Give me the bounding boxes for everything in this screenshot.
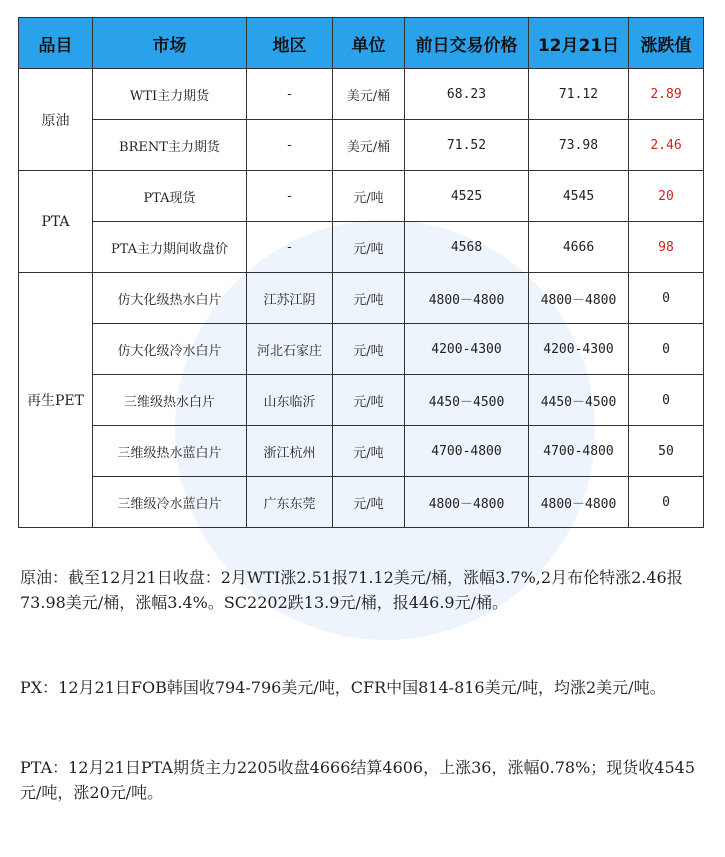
change-cell: 0 <box>629 375 704 426</box>
change-cell: 20 <box>629 171 704 222</box>
market-cell: 仿大化级热水白片 <box>93 273 247 324</box>
header-unit: 单位 <box>333 18 405 69</box>
market-cell: PTA主力期间收盘价 <box>93 222 247 273</box>
px-note: PX：12月21日FOB韩国收794-796美元/吨，CFR中国814-816美元/吨，均涨2美元/吨。 <box>20 678 666 697</box>
market-cell: BRENT主力期货 <box>93 120 247 171</box>
table-header-row <box>19 18 704 69</box>
prev-price-cell: 71.52 <box>405 120 529 171</box>
unit-cell: 美元/桶 <box>333 120 405 171</box>
table-row <box>19 171 704 222</box>
today-price-cell: 4800－4800 <box>529 273 629 324</box>
prev-price-cell: 68.23 <box>405 69 529 120</box>
region-cell: - <box>247 69 333 120</box>
category-cell: 再生PET <box>19 273 93 528</box>
today-price-cell: 4545 <box>529 171 629 222</box>
change-cell: 2.46 <box>629 120 704 171</box>
market-cell: PTA现货 <box>93 171 247 222</box>
table-row <box>19 273 704 324</box>
table-row <box>19 69 704 120</box>
today-price-cell: 71.12 <box>529 69 629 120</box>
prev-price-cell: 4450－4500 <box>405 375 529 426</box>
header-today-price: 12月21日 <box>529 18 629 69</box>
header-region: 地区 <box>247 18 333 69</box>
change-cell: 98 <box>629 222 704 273</box>
header-category: 品目 <box>19 18 93 69</box>
today-price-cell: 4450－4500 <box>529 375 629 426</box>
region-cell: 河北石家庄 <box>247 324 333 375</box>
table-row <box>19 120 704 171</box>
change-cell: 2.89 <box>629 69 704 120</box>
unit-cell: 元/吨 <box>333 426 405 477</box>
category-cell: PTA <box>19 171 93 273</box>
category-cell: 原油 <box>19 69 93 171</box>
header-change: 涨跌值 <box>629 18 704 69</box>
change-cell: 0 <box>629 273 704 324</box>
prev-price-cell: 4525 <box>405 171 529 222</box>
change-cell: 0 <box>629 477 704 528</box>
price-table <box>18 17 704 528</box>
today-price-cell: 4700-4800 <box>529 426 629 477</box>
prev-price-cell: 4200-4300 <box>405 324 529 375</box>
prev-price-cell: 4800－4800 <box>405 273 529 324</box>
region-cell: 浙江杭州 <box>247 426 333 477</box>
region-cell: - <box>247 222 333 273</box>
table-row <box>19 222 704 273</box>
market-cell: 仿大化级冷水白片 <box>93 324 247 375</box>
region-cell: 江苏江阴 <box>247 273 333 324</box>
region-cell: 山东临沂 <box>247 375 333 426</box>
change-cell: 50 <box>629 426 704 477</box>
unit-cell: 元/吨 <box>333 375 405 426</box>
table-row <box>19 375 704 426</box>
today-price-cell: 4666 <box>529 222 629 273</box>
region-cell: - <box>247 171 333 222</box>
unit-cell: 美元/桶 <box>333 69 405 120</box>
today-price-cell: 73.98 <box>529 120 629 171</box>
today-price-cell: 4200-4300 <box>529 324 629 375</box>
table-row <box>19 324 704 375</box>
region-cell: 广东东莞 <box>247 477 333 528</box>
today-price-cell: 4800－4800 <box>529 477 629 528</box>
market-cell: 三维级冷水蓝白片 <box>93 477 247 528</box>
market-cell: 三维级热水白片 <box>93 375 247 426</box>
prev-price-cell: 4700-4800 <box>405 426 529 477</box>
unit-cell: 元/吨 <box>333 273 405 324</box>
header-market: 市场 <box>93 18 247 69</box>
unit-cell: 元/吨 <box>333 477 405 528</box>
table-row <box>19 477 704 528</box>
unit-cell: 元/吨 <box>333 324 405 375</box>
pta-note: PTA：12月21日PTA期货主力2205收盘4666结算4606，上涨36，涨幅0.78%；现货收4545元/吨，涨20元/吨。 <box>20 758 696 802</box>
market-cell: WTI主力期货 <box>93 69 247 120</box>
unit-cell: 元/吨 <box>333 171 405 222</box>
header-prev-price: 前日交易价格 <box>405 18 529 69</box>
table-row <box>19 426 704 477</box>
change-cell: 0 <box>629 324 704 375</box>
crude-oil-note: 原油：截至12月21日收盘：2月WTI涨2.51报71.12美元/桶，涨幅3.7%,2月布伦特涨2.46报73.98美元/桶，涨幅3.4%。SC2202跌13.9元/桶，报446.9元/桶。 <box>20 568 683 612</box>
prev-price-cell: 4568 <box>405 222 529 273</box>
market-cell: 三维级热水蓝白片 <box>93 426 247 477</box>
region-cell: - <box>247 120 333 171</box>
prev-price-cell: 4800－4800 <box>405 477 529 528</box>
unit-cell: 元/吨 <box>333 222 405 273</box>
